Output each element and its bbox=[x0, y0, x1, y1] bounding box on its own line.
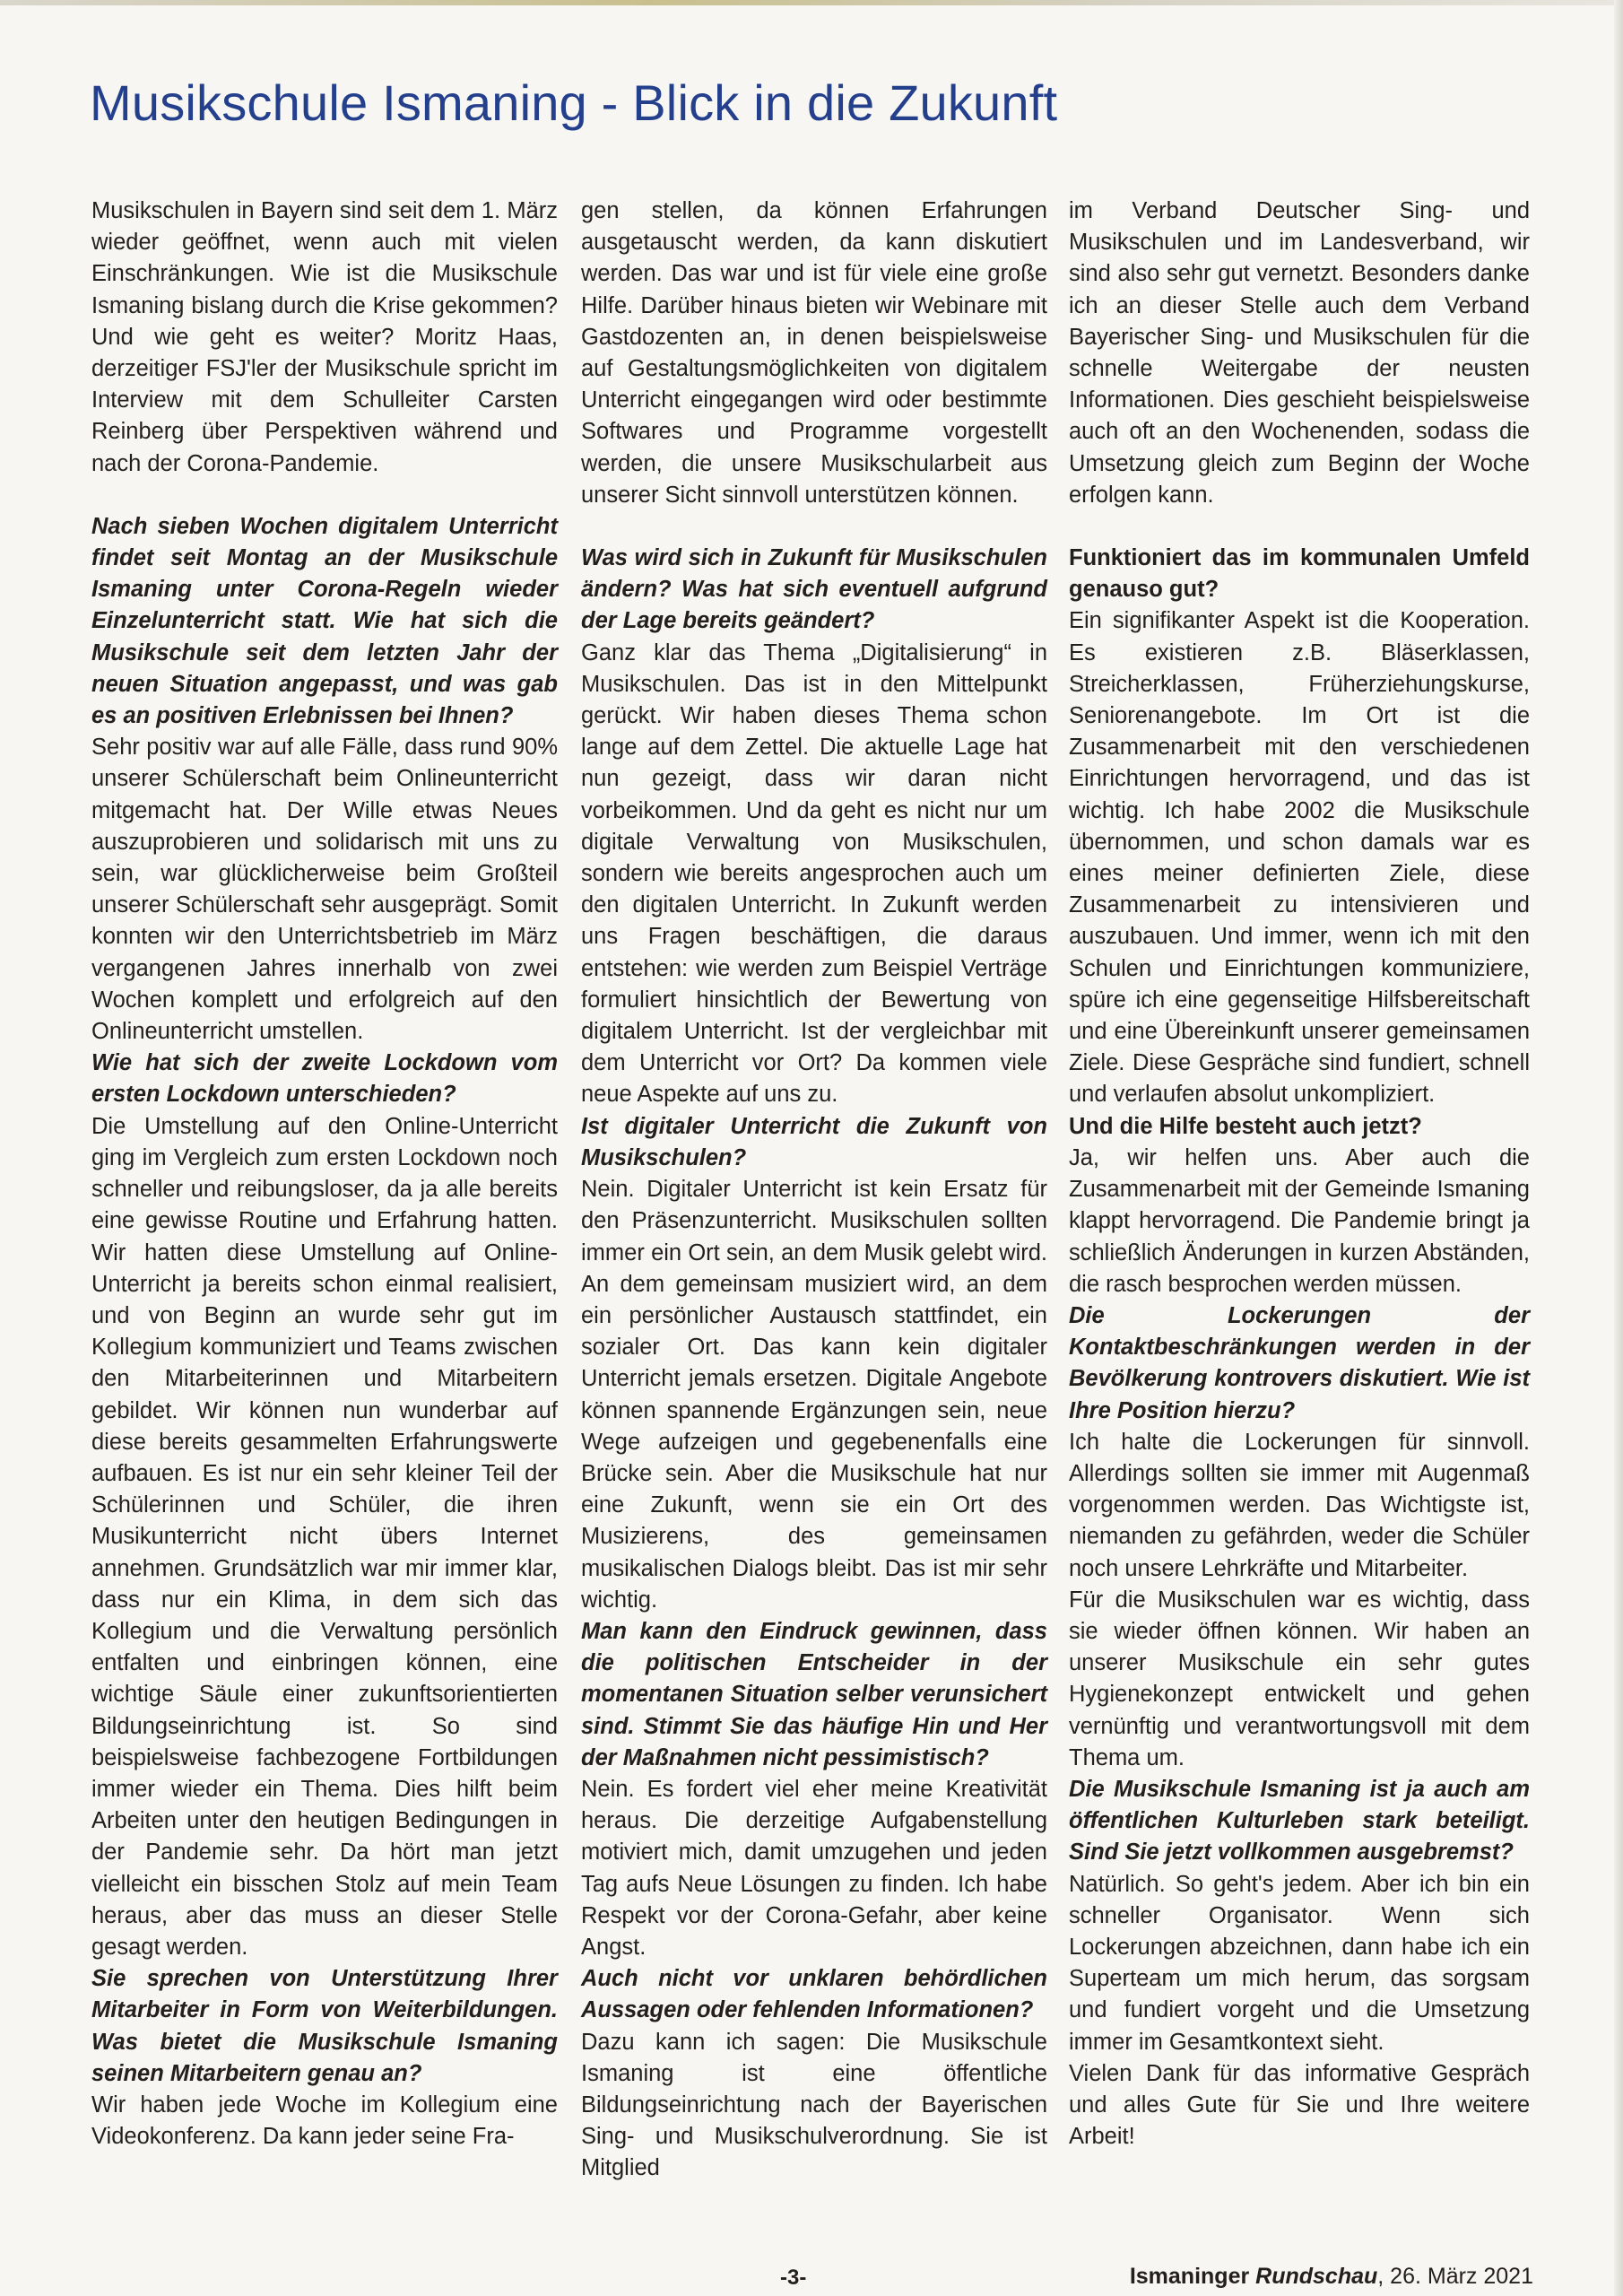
body-paragraph: Natürlich. So geht's jedem. Aber ich bin ein schneller Organisator. Wenn sich Lockerungen abzeichnen, dann habe ich ein Superteam um mich herum, das sorgsam und fundiert vorgeht und die Umsetzung immer im Gesamtkontext sieht. bbox=[1069, 1871, 1530, 2055]
article-column-3 bbox=[1069, 196, 1530, 2152]
interview-question: Die Musikschule Ismaning ist ja auch am öffentlichen Kulturleben stark beteiligt. Sind Sie jetzt vollkommen ausgebremst? bbox=[1069, 1776, 1530, 1866]
publication-name: Ismaninger bbox=[1129, 2264, 1250, 2289]
interview-question: Auch nicht vor unklaren behördlichen Aussagen oder fehlenden Informationen? bbox=[581, 1966, 1047, 2023]
publication-name-italic: Rundschau bbox=[1255, 2264, 1378, 2289]
interview-question: Wie hat sich der zweite Lockdown vom ersten Lockdown unterschieden? bbox=[91, 1050, 558, 1108]
body-paragraph: Ein signifikanter Aspekt ist die Kooperation. Es existieren z.B. Bläserklassen, Streicherklassen, Früherziehungskurse, Seniorenangebote. Im Ort ist die Zusammenarbeit mit den verschiedenen Einrichtungen hervorragend, und das ist wichtig. Ich habe 2002 die Musikschule übernommen, und schon damals war es eines meiner definierten Ziele, diese Zusammenarbeit zu intensivieren und auszubauen. Und immer, wenn ich mit den Schulen und Einrichtungen kommuniziere, spüre ich eine gegenseitige Hilfsbereitschaft und eine Übereinkunft unserer gemeinsamen Ziele. Diese Gespräche sind fundiert, schnell und verlaufen absolut unkompliziert. bbox=[1069, 608, 1530, 1108]
body-paragraph: Dazu kann ich sagen: Die Musikschule Ismaning ist eine öffentliche Bildungseinrichtung nach der Bayerischen Sing- und Musikschulverordnung. Sie ist Mitglied bbox=[581, 2029, 1047, 2181]
body-paragraph: im Verband Deutscher Sing- und Musikschulen und im Landesverband, wir sind also sehr gut vernetzt. Besonders danke ich an dieser Stelle auch dem Verband Bayerischer Sing- und Musikschulen für die schnelle Weitergabe der neusten Informationen. Dies geschieht beispielsweise auch oft an den Wochenenden, sodass die Umsetzung gleich zum Beginn der Woche erfolgen kann. bbox=[1069, 198, 1530, 508]
body-paragraph: Nein. Es fordert viel eher meine Kreativität heraus. Die derzeitige Aufgabenstellung motiviert mich, damit umzugehen und jeden Tag aufs Neue Lösungen zu finden. Ich habe Respekt vor der Corona-Gefahr, aber keine Angst. bbox=[581, 1776, 1047, 1960]
body-paragraph: Ich halte die Lockerungen für sinnvoll. Allerdings sollten sie immer mit Augenmaß vorgenommen werden. Das Wichtigste ist, niemanden zu gefährden, weder die Schüler noch unsere Lehrkräfte und Mitarbeiter. bbox=[1069, 1429, 1530, 1581]
article-column-2 bbox=[581, 196, 1047, 2185]
interview-question: Funktioniert das im kommunalen Umfeld genauso gut? bbox=[1069, 545, 1530, 603]
body-paragraph: Sehr positiv war auf alle Fälle, dass rund 90% unserer Schülerschaft beim Onlineunterricht mitgemacht hat. Der Wille etwas Neues auszuprobieren und solidarisch mit uns zu sein, war glücklicherweise beim Großteil unserer Schülerschaft sehr ausgeprägt. Somit konnten wir den Unterrichtsbetrieb im März vergangenen Jahres innerhalb von zwei Wochen komplett und erfolgreich auf den Onlineunterricht umstellen. bbox=[91, 735, 558, 1045]
body-paragraph: Vielen Dank für das informative Gespräch und alles Gute für Sie und Ihre weitere Arbeit! bbox=[1069, 2060, 1530, 2150]
page-number: -3- bbox=[780, 2266, 807, 2290]
page-fold-shadow bbox=[1614, 0, 1623, 2296]
interview-question: Die Lockerungen der Kontaktbeschränkungen werden in der Bevölkerung kontrovers diskutiert. Wie ist Ihre Position hierzu? bbox=[1069, 1302, 1530, 1423]
body-paragraph: Musikschulen in Bayern sind seit dem 1. März wieder geöffnet, wenn auch mit vielen Einschränkungen. Wie ist die Musikschule Ismaning bislang durch die Krise gekommen? Und wie geht es weiter? Moritz Haas, derzeitiger FSJ'ler der Musikschule spricht im Interview mit dem Schulleiter Carsten Reinberg über Perspektiven während und nach der Corona-Pandemie. bbox=[91, 198, 558, 476]
publication-date: , 26. März 2021 bbox=[1377, 2264, 1533, 2289]
interview-question: Ist digitaler Unterricht die Zukunft von Musikschulen? bbox=[581, 1113, 1047, 1170]
interview-question: Man kann den Eindruck gewinnen, dass die politischen Entscheider in der momentanen Situation selber verunsichert sind. Stimmt Sie das häufige Hin und Her der Maßnahmen nicht pessimistisch? bbox=[581, 1618, 1047, 1770]
article-column-1 bbox=[91, 196, 558, 2152]
interview-question: Und die Hilfe besteht auch jetzt? bbox=[1069, 1113, 1422, 1139]
top-edge-strip bbox=[0, 0, 1623, 5]
body-paragraph: Ja, wir helfen uns. Aber auch die Zusammenarbeit mit der Gemeinde Ismaning klappt hervorragend. Die Pandemie bringt ja schließlich Änderungen in kurzen Abständen, die rasch besprochen werden müssen. bbox=[1069, 1144, 1530, 1297]
body-paragraph: Ganz klar das Thema „Digitalisierung“ in Musikschulen. Das ist in den Mittelpunkt gerückt. Wir haben dieses Thema schon lange auf dem Zettel. Die aktuelle Lage hat nun gezeigt, dass wir daran nicht vorbeikommen. Und da geht es nicht nur um digitale Verwaltung von Musikschulen, sondern wie bereits angesprochen auch um den digitalen Unterricht. In Zukunft werden uns Fragen beschäftigen, die daraus entstehen: wie werden zum Beispiel Verträge formuliert hinsichtlich der Bewertung von digitalem Unterricht. Ist der vergleichbar mit dem Unterricht vor Ort? Da kommen viele neue Aspekte auf uns zu. bbox=[581, 639, 1047, 1108]
body-paragraph: Wir haben jede Woche im Kollegium eine Videokonferenz. Da kann jeder seine Fra- bbox=[91, 2092, 558, 2150]
interview-question: Sie sprechen von Unterstützung Ihrer Mitarbeiter in Form von Weiterbildungen. Was bietet die Musikschule Ismaning seinen Mitarbeitern genau an? bbox=[91, 1966, 558, 2086]
article-title: Musikschule Ismaning - Blick in die Zukunft bbox=[90, 74, 1058, 131]
body-paragraph: gen stellen, da können Erfahrungen ausgetauscht werden, da kann diskutiert werden. Das war und ist für viele eine große Hilfe. Darüber hinaus bieten wir Webinare mit Gastdozenten an, in denen beispielsweise auf Gestaltungsmöglichkeiten von digitalem Unterricht eingegangen wird oder bestimmte Softwares und Programme vorgestellt werden, die unsere Musikschularbeit aus unserer Sicht sinnvoll unterstützen können. bbox=[581, 198, 1047, 508]
body-paragraph: Nein. Digitaler Unterricht ist kein Ersatz für den Präsenzunterricht. Musikschulen sollten immer ein Ort sein, an dem Musik gelebt wird. An dem gemeinsam musiziert wird, an dem ein persönlicher Austausch stattfindet, ein sozialer Ort. Das kann kein digitaler Unterricht jemals ersetzen. Digitale Angebote können spannende Ergänzungen sein, neue Wege aufzeigen und gegebenenfalls eine Brücke sein. Aber die Musikschule hat nur eine Zukunft, wenn sie ein Ort des Musizierens, des gemeinsamen musikalischen Dialogs bleibt. Das ist mir sehr wichtig. bbox=[581, 1177, 1047, 1613]
interview-question: Was wird sich in Zukunft für Musikschulen ändern? Was hat sich eventuell aufgrund der Lage bereits geändert? bbox=[581, 545, 1047, 634]
publication-footer bbox=[1130, 2264, 1533, 2290]
body-paragraph: Für die Musikschulen war es wichtig, dass sie wieder öffnen können. Wir haben an unserer Musikschule ein sehr gutes Hygienekonzept entwickelt und gehen vernünftig und verantwortungsvoll mit dem Thema um. bbox=[1069, 1587, 1530, 1770]
interview-question: Nach sieben Wochen digitalem Unterricht findet seit Montag an der Musikschule Ismaning unter Corona-Regeln wieder Einzelunterricht statt. Wie hat sich die Musikschule seit dem letzten Jahr der neuen Situation angepasst, und was gab es an positiven Erlebnissen bei Ihnen? bbox=[91, 513, 558, 729]
body-paragraph: Die Umstellung auf den Online-Unterricht ging im Vergleich zum ersten Lockdown noch schneller und reibungsloser, da ja alle bereits eine gewisse Routine und Erfahrung hatten. Wir hatten diese Umstellung auf Online-Unterricht ja bereits schon einmal realisiert, und von Beginn an wurde sehr gut im Kollegium kommuniziert und Teams zwischen den Mitarbeiterinnen und Mitarbeitern gebildet. Wir können nun wunderbar auf diese bereits gesammelten Erfahrungswerte aufbauen. Es ist nur ein sehr kleiner Teil der Schülerinnen und Schüler, die ihren Musikunterricht nicht übers Internet annehmen. Grundsätzlich war mir immer klar, dass nur ein Klima, in dem sich das Kollegium und die Verwaltung persönlich entfalten und einbringen können, eine wichtige Säule einer zukunftsorientierten Bildungseinrichtung ist. So sind beispielsweise fachbezogene Fortbildungen immer wieder ein Thema. Dies hilft beim Arbeiten unter den heutigen Bedingungen in der Pandemie sehr. Da hört man jetzt vielleicht ein bisschen Stolz auf mein Team heraus, aber das muss an dieser Stelle gesagt werden. bbox=[91, 1113, 558, 1960]
